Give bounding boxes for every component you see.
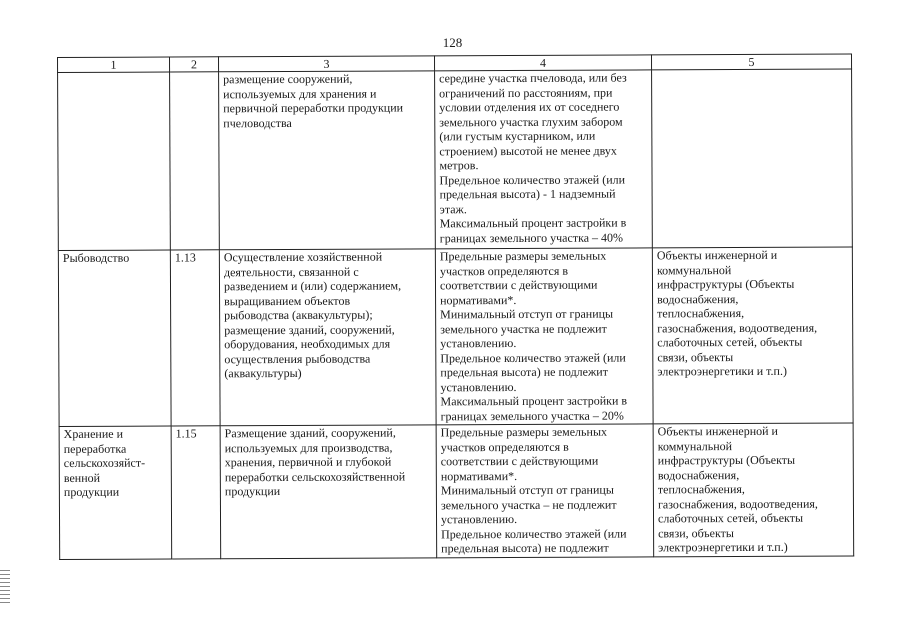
cell-text-line: Хранение и — [63, 426, 124, 441]
cell-text-line: пчеловодства — [223, 115, 292, 130]
column-header: 3 — [219, 56, 435, 72]
cell-text-line: слаботочных сетей, объекты — [657, 510, 804, 526]
column-header: 1 — [58, 57, 170, 72]
cell-text-line: хранения, первичной и глубокой — [224, 454, 392, 470]
cell-text-line: Максимальный процент застройки в — [439, 215, 627, 231]
table-cell — [652, 247, 853, 424]
cell-text-line: участков определяются в — [440, 439, 569, 454]
cell-text-line: Осуществление хозяйственной — [223, 249, 383, 265]
cell-text-line: переработка — [63, 441, 127, 456]
cell-text-line: газоснабжения, водоотведения, — [657, 496, 818, 511]
table-cell — [435, 248, 653, 425]
table-cell — [170, 250, 220, 426]
cell-text-line: соответствии с действующими — [440, 453, 599, 469]
cell-text-line: венной — [63, 470, 101, 485]
table-cell — [436, 424, 654, 558]
cell-text-line: продукции — [63, 484, 120, 499]
cell-text-line: Объекты инженерной и — [657, 423, 778, 439]
cell-text-line: первичной переработки продукции — [223, 100, 404, 116]
cell-text-line: Минимальный отступ от границы — [440, 482, 614, 498]
table-cell — [435, 70, 653, 249]
cell-text-line: 1.15 — [175, 426, 197, 441]
cell-text-line: используемых для производства, — [224, 440, 393, 455]
table-cell — [653, 423, 854, 557]
cell-text-line: оборудования, необходимых для — [224, 336, 391, 352]
page-number: 128 — [442, 35, 463, 50]
cell-text-line: строением) высотой не менее двух — [439, 143, 617, 158]
scan-edge-marks — [0, 570, 10, 606]
cell-text-line: земельного участка не подлежит — [440, 321, 607, 336]
cell-text-line: (аквакультуры) — [224, 365, 302, 381]
cell-text-line: предельная высота) не подлежит — [440, 364, 608, 380]
cell-text-line: продукции — [224, 484, 281, 499]
cell-text-line: водоснабжения, — [657, 291, 739, 306]
cell-text-line: этаж. — [439, 201, 467, 216]
cell-text-line: Минимальный отступ от границы — [440, 306, 614, 322]
cell-text-line: разведением и (или) содержанием, — [223, 278, 402, 294]
cell-text-line: установлению. — [440, 511, 518, 527]
column-header: 4 — [434, 55, 651, 71]
cell-text-line: теплоснабжения, — [657, 306, 745, 321]
regulations-table — [57, 54, 854, 560]
cell-text-line: электроэнергетики и т.п.) — [657, 363, 787, 379]
cell-text-line: Рыбоводство — [62, 250, 130, 265]
table-cell — [58, 250, 171, 426]
cell-text-line: инфраструктуры (Объекты — [656, 276, 795, 292]
cell-text-line: слаботочных сетей, объекты — [657, 334, 803, 350]
cell-text-line: установлению. — [440, 379, 517, 394]
cell-text-line: связи, объекты — [658, 525, 734, 540]
cell-text-line: инфраструктуры (Объекты — [657, 452, 796, 468]
cell-text-line: используемых для хранения и — [223, 86, 377, 101]
cell-text-line: нормативами*. — [440, 292, 517, 307]
column-header: 2 — [170, 57, 219, 72]
cell-text-line: размещение зданий, сооружений, — [224, 322, 395, 337]
cell-text-line: земельного участка – не подлежит — [440, 497, 617, 512]
cell-text-line: Предельные размеры земельных — [440, 424, 608, 440]
cell-text-line: Объекты инженерной и — [656, 247, 778, 263]
table-row — [58, 247, 853, 426]
cell-text-line: выращиванием объектов — [224, 293, 351, 308]
table-cell — [58, 72, 171, 250]
cell-text-line: участков определяются в — [439, 263, 569, 278]
cell-text-line: водоснабжения, — [657, 467, 740, 482]
cell-text-line: электроэнергетики и т.п.) — [658, 539, 788, 555]
table-cell — [220, 425, 437, 559]
cell-text-line: Максимальный процент застройки в — [440, 393, 628, 409]
column-header: 5 — [651, 54, 851, 70]
cell-text-line: установлению. — [440, 335, 517, 351]
cell-text-line: границах земельного участка – 20% — [440, 408, 624, 423]
cell-text-line: Предельное количество этажей (или — [439, 172, 626, 187]
table-cell — [652, 69, 853, 248]
table-cell — [170, 72, 220, 250]
cell-text-line: переработки сельскохозяйственной — [224, 468, 406, 484]
table-row — [59, 423, 854, 559]
cell-text-line: ограничений по расстояниям, при — [439, 85, 613, 100]
table-cell — [219, 249, 436, 426]
cell-text-line: газоснабжения, водоотведения, — [657, 320, 818, 335]
cell-text-line: Предельные размеры земельных — [439, 248, 607, 264]
cell-text-line: осуществления рыбоводства — [224, 351, 371, 366]
table-cell — [219, 71, 436, 250]
cell-text-line: 1.13 — [174, 250, 196, 265]
table-cell — [59, 426, 172, 559]
cell-text-line: предельная высота) - 1 надземный — [439, 186, 616, 202]
cell-text-line: границах земельного участка – 40% — [439, 230, 624, 245]
cell-text-line: деятельности, связанной с — [223, 264, 359, 279]
cell-text-line: условии отделения их от соседнего — [439, 99, 620, 115]
cell-text-line: размещение сооружений, — [223, 71, 353, 87]
cell-text-line: метров. — [439, 158, 479, 173]
cell-text-line: середине участка пчеловода, или без — [439, 70, 627, 86]
cell-text-line: коммунальной — [656, 262, 732, 277]
cell-text-line: Предельное количество этажей (или — [440, 350, 626, 365]
cell-text-line: теплоснабжения, — [657, 482, 745, 497]
cell-text-line: сельскохозяйст- — [63, 455, 146, 470]
cell-text-line: Предельное количество этажей (или — [441, 526, 627, 541]
cell-text-line: предельная высота) не подлежит — [441, 540, 609, 556]
cell-text-line: коммунальной — [657, 438, 733, 453]
cell-text-line: нормативами*. — [440, 468, 518, 483]
table-cell — [171, 426, 221, 559]
cell-text-line: земельного участка глухим забором — [439, 114, 623, 129]
cell-text-line: Размещение зданий, сооружений, — [224, 425, 396, 441]
cell-text-line: (или густым кустарником, или — [439, 128, 596, 144]
cell-text-line: соответствии с действующими — [439, 277, 598, 293]
cell-text-line: рыбоводства (аквакультуры); — [224, 307, 373, 323]
cell-text-line: связи, объекты — [657, 349, 734, 364]
table-row — [58, 69, 853, 250]
